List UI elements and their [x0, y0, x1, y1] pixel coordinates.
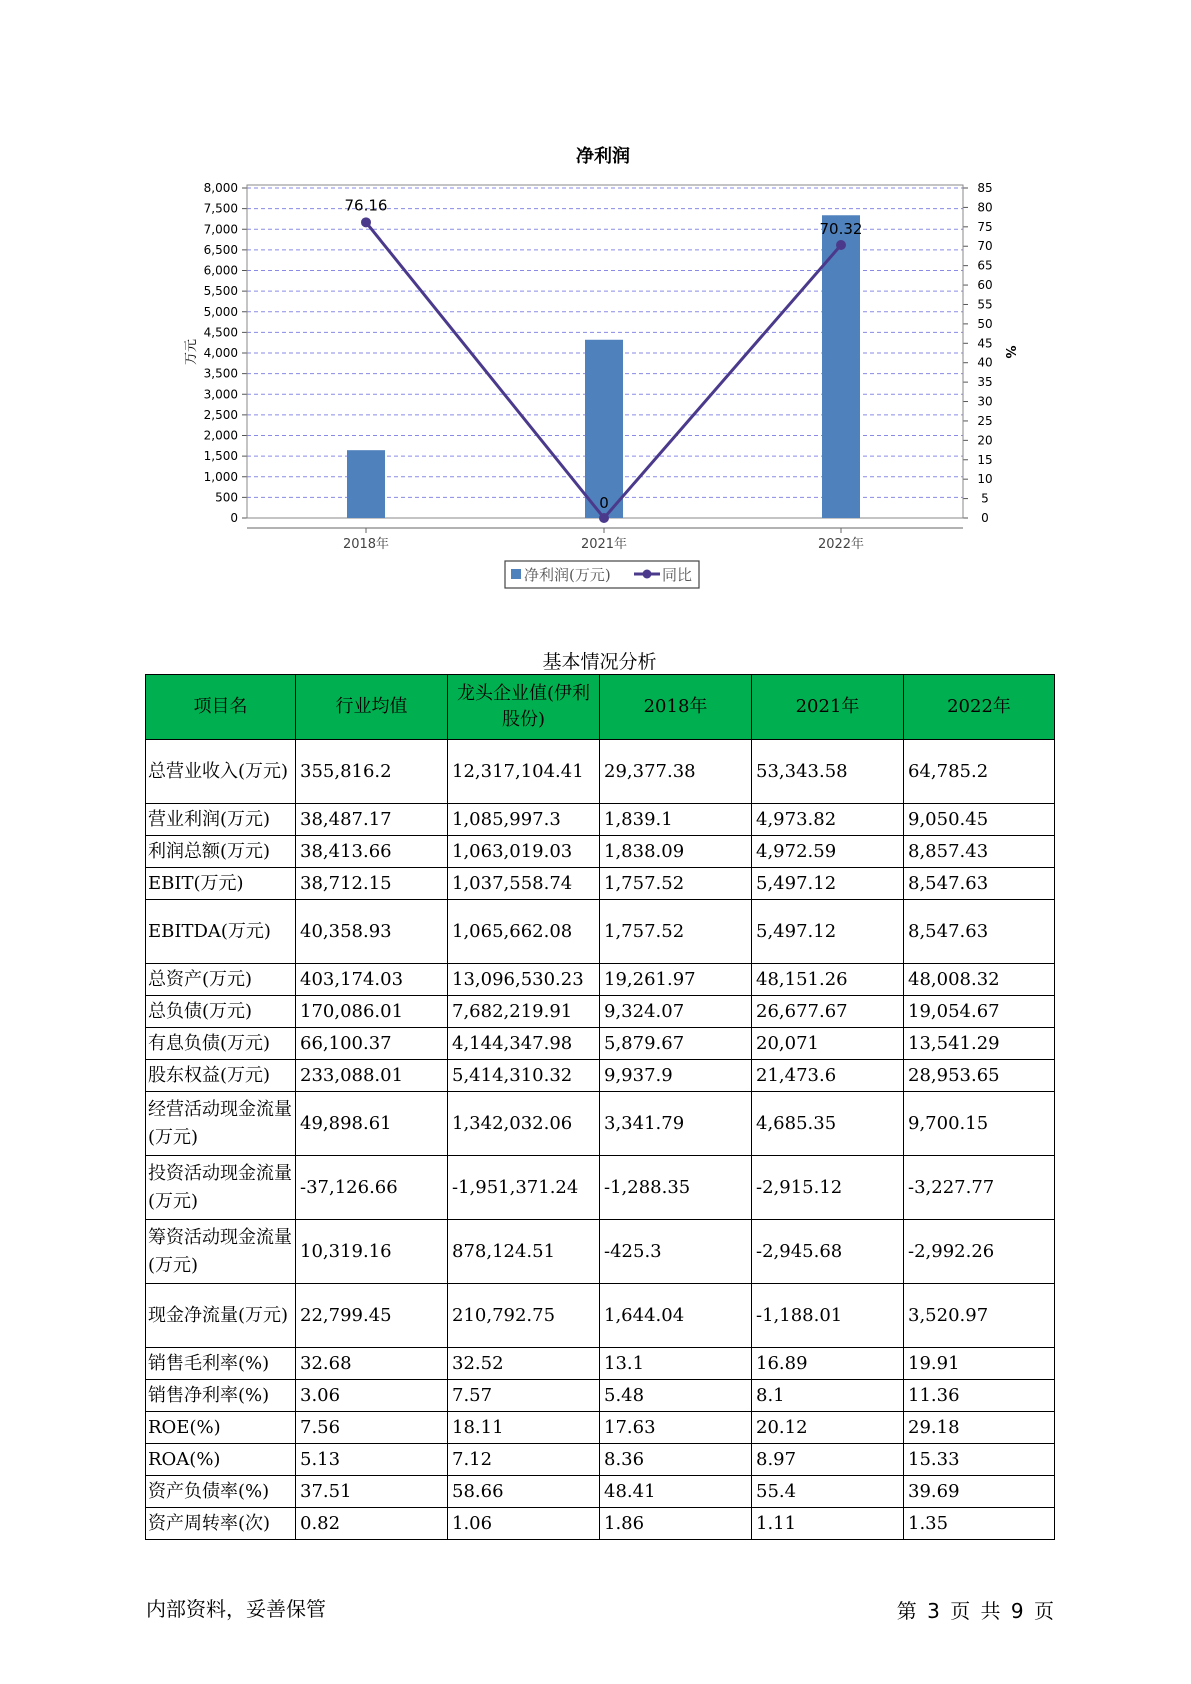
row-label-cell: EBITDA(万元): [146, 900, 296, 964]
value-cell: 9,324.07: [600, 996, 752, 1028]
value-cell: 10,319.16: [296, 1220, 448, 1284]
value-cell: 9,050.45: [904, 804, 1055, 836]
footer-page-number: 第 3 页 共 9 页: [896, 1599, 1054, 1623]
value-cell: -37,126.66: [296, 1156, 448, 1220]
value-cell: 48,008.32: [904, 964, 1055, 996]
value-cell: 37.51: [296, 1476, 448, 1508]
header-cell: 项目名: [146, 675, 296, 740]
value-cell: 19,054.67: [904, 996, 1055, 1028]
value-cell: 8,547.63: [904, 900, 1055, 964]
table-row: [146, 804, 1055, 836]
table-row: [146, 1444, 1055, 1476]
value-cell: 1,342,032.06: [448, 1092, 600, 1156]
value-cell: 8,547.63: [904, 868, 1055, 900]
row-label-cell: 总资产(万元): [146, 964, 296, 996]
table-row: [146, 1412, 1055, 1444]
value-cell: 170,086.01: [296, 996, 448, 1028]
value-cell: 0.82: [296, 1508, 448, 1540]
data-label: 0: [599, 494, 609, 512]
x-tick-label: 2022年: [817, 537, 865, 552]
table-row: [146, 1348, 1055, 1380]
row-label-cell: 营业利润(万元): [146, 804, 296, 836]
value-cell: 8.1: [752, 1380, 904, 1412]
y-tick-label: 2,000: [203, 428, 238, 443]
value-cell: 32.68: [296, 1348, 448, 1380]
table-row: [146, 900, 1055, 964]
chart-svg: [0, 0, 1191, 600]
y-tick-label: 4,000: [203, 346, 238, 360]
y2-axis-label: %: [1002, 345, 1017, 359]
row-label-cell: 利润总额(万元): [146, 836, 296, 868]
value-cell: 48,151.26: [752, 964, 904, 996]
value-cell: 58.66: [448, 1476, 600, 1508]
y-axis-label: 万元: [184, 338, 199, 366]
y2-tick-label: 5: [981, 491, 989, 506]
y2-tick-label: 30: [977, 394, 993, 409]
y-tick-label: 8,000: [203, 181, 238, 195]
header-cell: 2018年: [600, 675, 752, 740]
value-cell: 39.69: [904, 1476, 1055, 1508]
y2-tick-label: 15: [977, 452, 993, 467]
value-cell: 64,785.2: [904, 740, 1055, 804]
net-profit-chart: [0, 0, 1191, 600]
value-cell: 1,063,019.03: [448, 836, 600, 868]
value-cell: 38,712.15: [296, 868, 448, 900]
y-tick-label: 7,500: [203, 201, 238, 216]
value-cell: 66,100.37: [296, 1028, 448, 1060]
value-cell: 20.12: [752, 1412, 904, 1444]
value-cell: 13,096,530.23: [448, 964, 600, 996]
value-cell: 7.56: [296, 1412, 448, 1444]
row-label-cell: EBIT(万元): [146, 868, 296, 900]
analysis-table: [145, 674, 1055, 1540]
value-cell: 1,757.52: [600, 900, 752, 964]
chart-title: 净利润: [576, 146, 630, 167]
y2-tick-label: 85: [977, 181, 993, 195]
value-cell: 21,473.6: [752, 1060, 904, 1092]
value-cell: 1.06: [448, 1508, 600, 1540]
value-cell: 19,261.97: [600, 964, 752, 996]
y-tick-label: 4,500: [203, 325, 238, 340]
value-cell: 1.86: [600, 1508, 752, 1540]
value-cell: 4,972.59: [752, 836, 904, 868]
value-cell: -2,915.12: [752, 1156, 904, 1220]
row-label-cell: 现金净流量(万元): [146, 1284, 296, 1348]
header-cell: 2022年: [904, 675, 1055, 740]
value-cell: 8.97: [752, 1444, 904, 1476]
data-label: 70.32: [819, 219, 863, 238]
row-label-cell: 股东权益(万元): [146, 1060, 296, 1092]
value-cell: 5.48: [600, 1380, 752, 1412]
value-cell: 1,757.52: [600, 868, 752, 900]
table-row: [146, 740, 1055, 804]
row-label-cell: 总营业收入(万元): [146, 740, 296, 804]
table-row: [146, 1060, 1055, 1092]
row-label-cell: 销售毛利率(%): [146, 1348, 296, 1380]
y-tick-label: 2,500: [203, 407, 238, 422]
header-cell: 行业均值: [296, 675, 448, 740]
y-tick-label: 1,500: [203, 449, 238, 464]
value-cell: -1,288.35: [600, 1156, 752, 1220]
legend-line-marker: [643, 570, 652, 579]
table-row: [146, 1028, 1055, 1060]
value-cell: 29.18: [904, 1412, 1055, 1444]
y2-tick-label: 40: [977, 355, 993, 370]
row-label-cell: 资产周转率(次): [146, 1508, 296, 1540]
value-cell: 1,839.1: [600, 804, 752, 836]
row-label-cell: ROA(%): [146, 1444, 296, 1476]
value-cell: 4,685.35: [752, 1092, 904, 1156]
value-cell: 9,937.9: [600, 1060, 752, 1092]
value-cell: 5,879.67: [600, 1028, 752, 1060]
y-tick-label: 3,500: [203, 366, 238, 381]
x-tick-label: 2018年: [342, 537, 390, 552]
value-cell: 53,343.58: [752, 740, 904, 804]
value-cell: 233,088.01: [296, 1060, 448, 1092]
value-cell: 32.52: [448, 1348, 600, 1380]
value-cell: 5,497.12: [752, 868, 904, 900]
y-tick-label: 5,000: [203, 304, 238, 319]
y2-tick-label: 35: [977, 375, 993, 390]
value-cell: 38,487.17: [296, 804, 448, 836]
value-cell: 40,358.93: [296, 900, 448, 964]
value-cell: 1,065,662.08: [448, 900, 600, 964]
legend-bar-swatch: [511, 569, 521, 579]
value-cell: 38,413.66: [296, 836, 448, 868]
table-row: [146, 1156, 1055, 1220]
y2-tick-label: 20: [977, 433, 993, 448]
value-cell: 355,816.2: [296, 740, 448, 804]
value-cell: -3,227.77: [904, 1156, 1055, 1220]
yoy-point: [361, 217, 371, 227]
row-label-cell: 销售净利率(%): [146, 1380, 296, 1412]
value-cell: 17.63: [600, 1412, 752, 1444]
value-cell: 1.35: [904, 1508, 1055, 1540]
y-tick-label: 0: [230, 511, 238, 525]
value-cell: 878,124.51: [448, 1220, 600, 1284]
value-cell: 29,377.38: [600, 740, 752, 804]
table-row: [146, 1092, 1055, 1156]
value-cell: -1,188.01: [752, 1284, 904, 1348]
value-cell: -2,992.26: [904, 1220, 1055, 1284]
table-header-row: [146, 675, 1055, 740]
y2-tick-label: 25: [977, 413, 993, 428]
value-cell: 20,071: [752, 1028, 904, 1060]
value-cell: -1,951,371.24: [448, 1156, 600, 1220]
table-row: [146, 836, 1055, 868]
table-row: [146, 964, 1055, 996]
y-tick-label: 3,000: [203, 387, 238, 402]
bar: [585, 340, 623, 518]
row-label-cell: 总负债(万元): [146, 996, 296, 1028]
bar: [347, 450, 385, 518]
value-cell: 18.11: [448, 1412, 600, 1444]
value-cell: 11.36: [904, 1380, 1055, 1412]
value-cell: -2,945.68: [752, 1220, 904, 1284]
row-label-cell: 经营活动现金流量(万元): [146, 1092, 296, 1156]
value-cell: -425.3: [600, 1220, 752, 1284]
value-cell: 1,838.09: [600, 836, 752, 868]
y2-tick-label: 10: [977, 472, 993, 487]
data-label: 76.16: [344, 196, 388, 215]
value-cell: 7,682,219.91: [448, 996, 600, 1028]
yoy-point: [599, 513, 609, 523]
value-cell: 49,898.61: [296, 1092, 448, 1156]
y-tick-label: 6,500: [203, 242, 238, 257]
value-cell: 22,799.45: [296, 1284, 448, 1348]
value-cell: 55.4: [752, 1476, 904, 1508]
row-label-cell: ROE(%): [146, 1412, 296, 1444]
row-label-cell: 投资活动现金流量(万元): [146, 1156, 296, 1220]
value-cell: 3.06: [296, 1380, 448, 1412]
footer-confidential-note: 内部资料，妥善保管: [146, 1597, 326, 1621]
table-row: [146, 1476, 1055, 1508]
table-row: [146, 996, 1055, 1028]
value-cell: 28,953.65: [904, 1060, 1055, 1092]
y2-tick-label: 65: [977, 258, 993, 273]
row-label-cell: 资产负债率(%): [146, 1476, 296, 1508]
value-cell: 13.1: [600, 1348, 752, 1380]
y-tick-label: 1,000: [203, 469, 238, 484]
value-cell: 5.13: [296, 1444, 448, 1476]
y2-tick-label: 80: [977, 200, 993, 215]
value-cell: 15.33: [904, 1444, 1055, 1476]
header-cell: 龙头企业值(伊利股份): [448, 675, 600, 740]
value-cell: 210,792.75: [448, 1284, 600, 1348]
yoy-point: [836, 240, 846, 250]
x-tick-label: 2021年: [580, 537, 628, 552]
y2-tick-label: 0: [981, 511, 989, 525]
row-label-cell: 筹资活动现金流量(万元): [146, 1220, 296, 1284]
table-row: [146, 868, 1055, 900]
value-cell: 9,700.15: [904, 1092, 1055, 1156]
y-tick-label: 500: [215, 490, 238, 505]
y2-tick-label: 55: [977, 297, 993, 312]
value-cell: 1,085,997.3: [448, 804, 600, 836]
y2-tick-label: 70: [977, 239, 993, 254]
table-row: [146, 1380, 1055, 1412]
y2-tick-label: 45: [977, 336, 993, 351]
y-tick-label: 6,000: [203, 263, 238, 278]
legend-bar-label: 净利润(万元): [524, 566, 611, 584]
value-cell: 19.91: [904, 1348, 1055, 1380]
header-cell: 2021年: [752, 675, 904, 740]
value-cell: 7.57: [448, 1380, 600, 1412]
value-cell: 8.36: [600, 1444, 752, 1476]
value-cell: 8,857.43: [904, 836, 1055, 868]
value-cell: 7.12: [448, 1444, 600, 1476]
value-cell: 3,341.79: [600, 1092, 752, 1156]
value-cell: 13,541.29: [904, 1028, 1055, 1060]
value-cell: 5,497.12: [752, 900, 904, 964]
value-cell: 4,144,347.98: [448, 1028, 600, 1060]
value-cell: 48.41: [600, 1476, 752, 1508]
value-cell: 1.11: [752, 1508, 904, 1540]
value-cell: 1,037,558.74: [448, 868, 600, 900]
value-cell: 12,317,104.41: [448, 740, 600, 804]
y-tick-label: 7,000: [203, 222, 238, 237]
y2-tick-label: 50: [977, 316, 993, 331]
table-caption: 基本情况分析: [542, 651, 657, 673]
legend-line-label: 同比: [662, 566, 693, 584]
y2-tick-label: 75: [977, 219, 993, 234]
row-label-cell: 有息负债(万元): [146, 1028, 296, 1060]
table-row: [146, 1284, 1055, 1348]
value-cell: 1,644.04: [600, 1284, 752, 1348]
value-cell: 403,174.03: [296, 964, 448, 996]
y-tick-label: 5,500: [203, 284, 238, 299]
value-cell: 3,520.97: [904, 1284, 1055, 1348]
value-cell: 4,973.82: [752, 804, 904, 836]
value-cell: 5,414,310.32: [448, 1060, 600, 1092]
value-cell: 16.89: [752, 1348, 904, 1380]
value-cell: 26,677.67: [752, 996, 904, 1028]
y2-tick-label: 60: [977, 278, 993, 293]
table-row: [146, 1508, 1055, 1540]
table-row: [146, 1220, 1055, 1284]
